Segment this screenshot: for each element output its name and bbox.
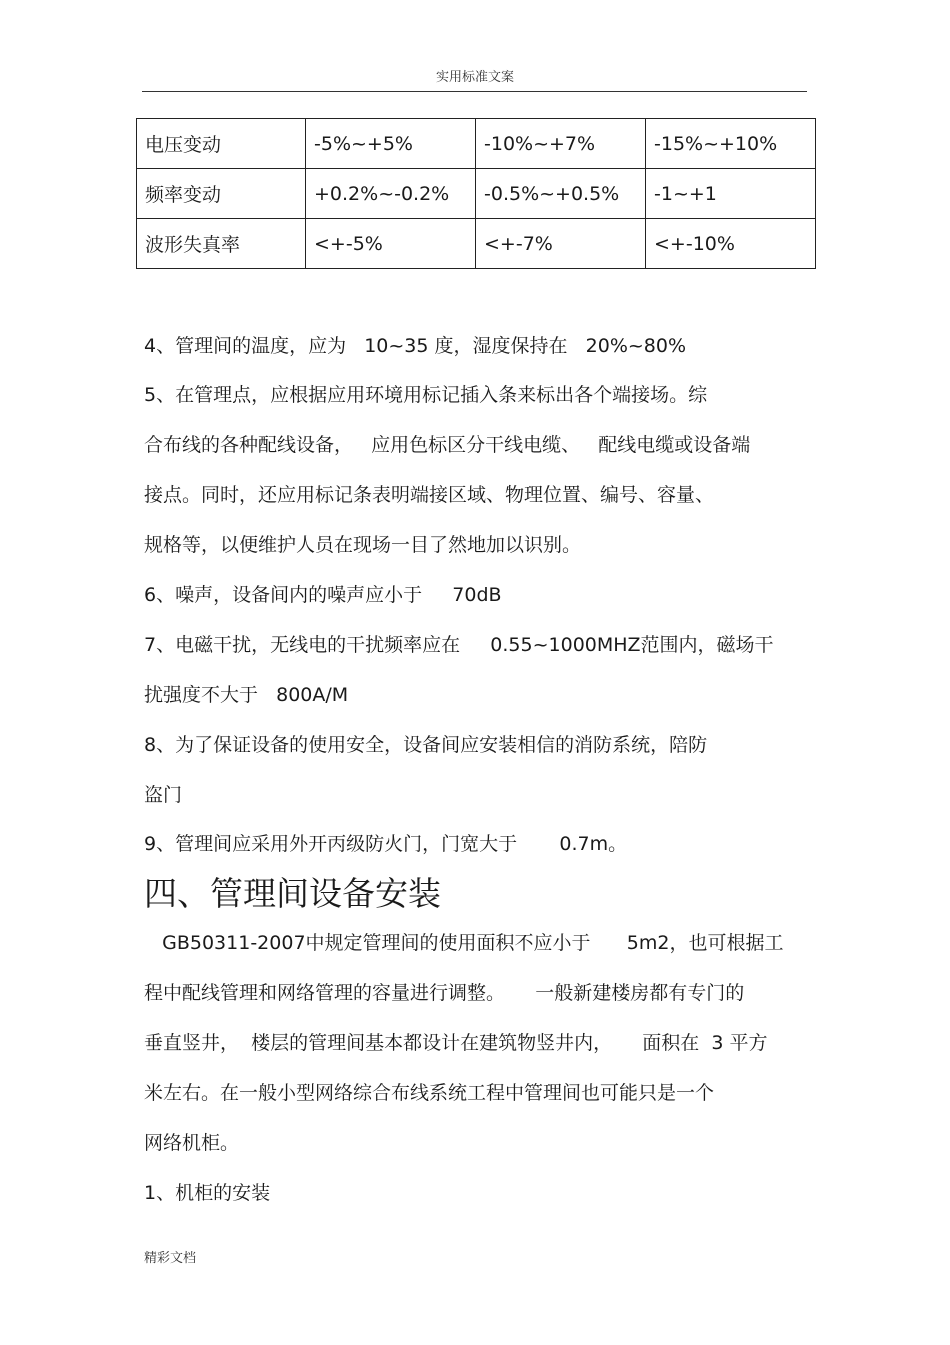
text-line: 9、管理间应采用外开丙级防火门，门宽大于 0.7m。 [144,833,628,855]
text-line: 8、为了保证设备的使用安全，设备间应安装相信的消防系统，陪防 [144,734,708,756]
page-footer: 精彩文档 [144,1251,197,1266]
section-heading: 四、管理间设备安装 [144,874,441,913]
text-line: 4、管理间的温度，应为 10~35 度，湿度保持在 20%~80% [144,335,687,357]
table-cell: 波形失真率 [137,219,306,269]
table-cell: <+-10% [646,219,816,269]
text-line: 5、在管理点，应根据应用环境用标记插入条来标出各个端接场。综 [144,384,708,406]
text-line: 盗门 [144,784,183,806]
page-header: 实用标准文案 [435,70,514,85]
text-line: 合布线的各种配线设备， 应用色标区分干线电缆、 配线电缆或设备端 [144,434,751,456]
table-cell: <+-7% [476,219,646,269]
power-spec-table [136,118,816,269]
paragraph-line: 网络机柜。 [144,1132,240,1154]
table-row [137,169,816,219]
text-line: 6、噪声，设备间内的噪声应小于 70dB [144,584,502,606]
text-line: 扰强度不大于 800A/M [144,684,349,706]
table-cell: -15%~+10% [646,119,816,169]
text-line: 7、电磁干扰，无线电的干扰频率应在 0.55~1000MHZ范围内，磁场干 [144,634,774,656]
table-cell: -10%~+7% [476,119,646,169]
paragraph-line: 垂直竖井， 楼层的管理间基本都设计在建筑物竖井内， 面积在 3 平方 [144,1032,768,1054]
paragraph-line: GB50311-2007中规定管理间的使用面积不应小于 5m2，也可根据工 [144,932,784,954]
header-divider [142,91,807,92]
table-cell: 频率变动 [137,169,306,219]
paragraph-line: 米左右。在一般小型网络综合布线系统工程中管理间也可能只是一个 [144,1082,715,1104]
paragraph-line: 程中配线管理和网络管理的容量进行调整。 一般新建楼房都有专门的 [144,982,745,1004]
table-cell: <+-5% [306,219,476,269]
table-cell: -1~+1 [646,169,816,219]
table-row [137,119,816,169]
subheading: 1、机柜的安装 [144,1182,271,1204]
table-row [137,219,816,269]
text-line: 规格等，以便维护人员在现场一目了然地加以识别。 [144,534,582,556]
table-cell: -5%~+5% [306,119,476,169]
text-line: 接点。同时，还应用标记条表明端接区域、物理位置、编号、容量、 [144,484,715,506]
table-cell: -0.5%~+0.5% [476,169,646,219]
table-cell: 电压变动 [137,119,306,169]
table-cell: +0.2%~-0.2% [306,169,476,219]
